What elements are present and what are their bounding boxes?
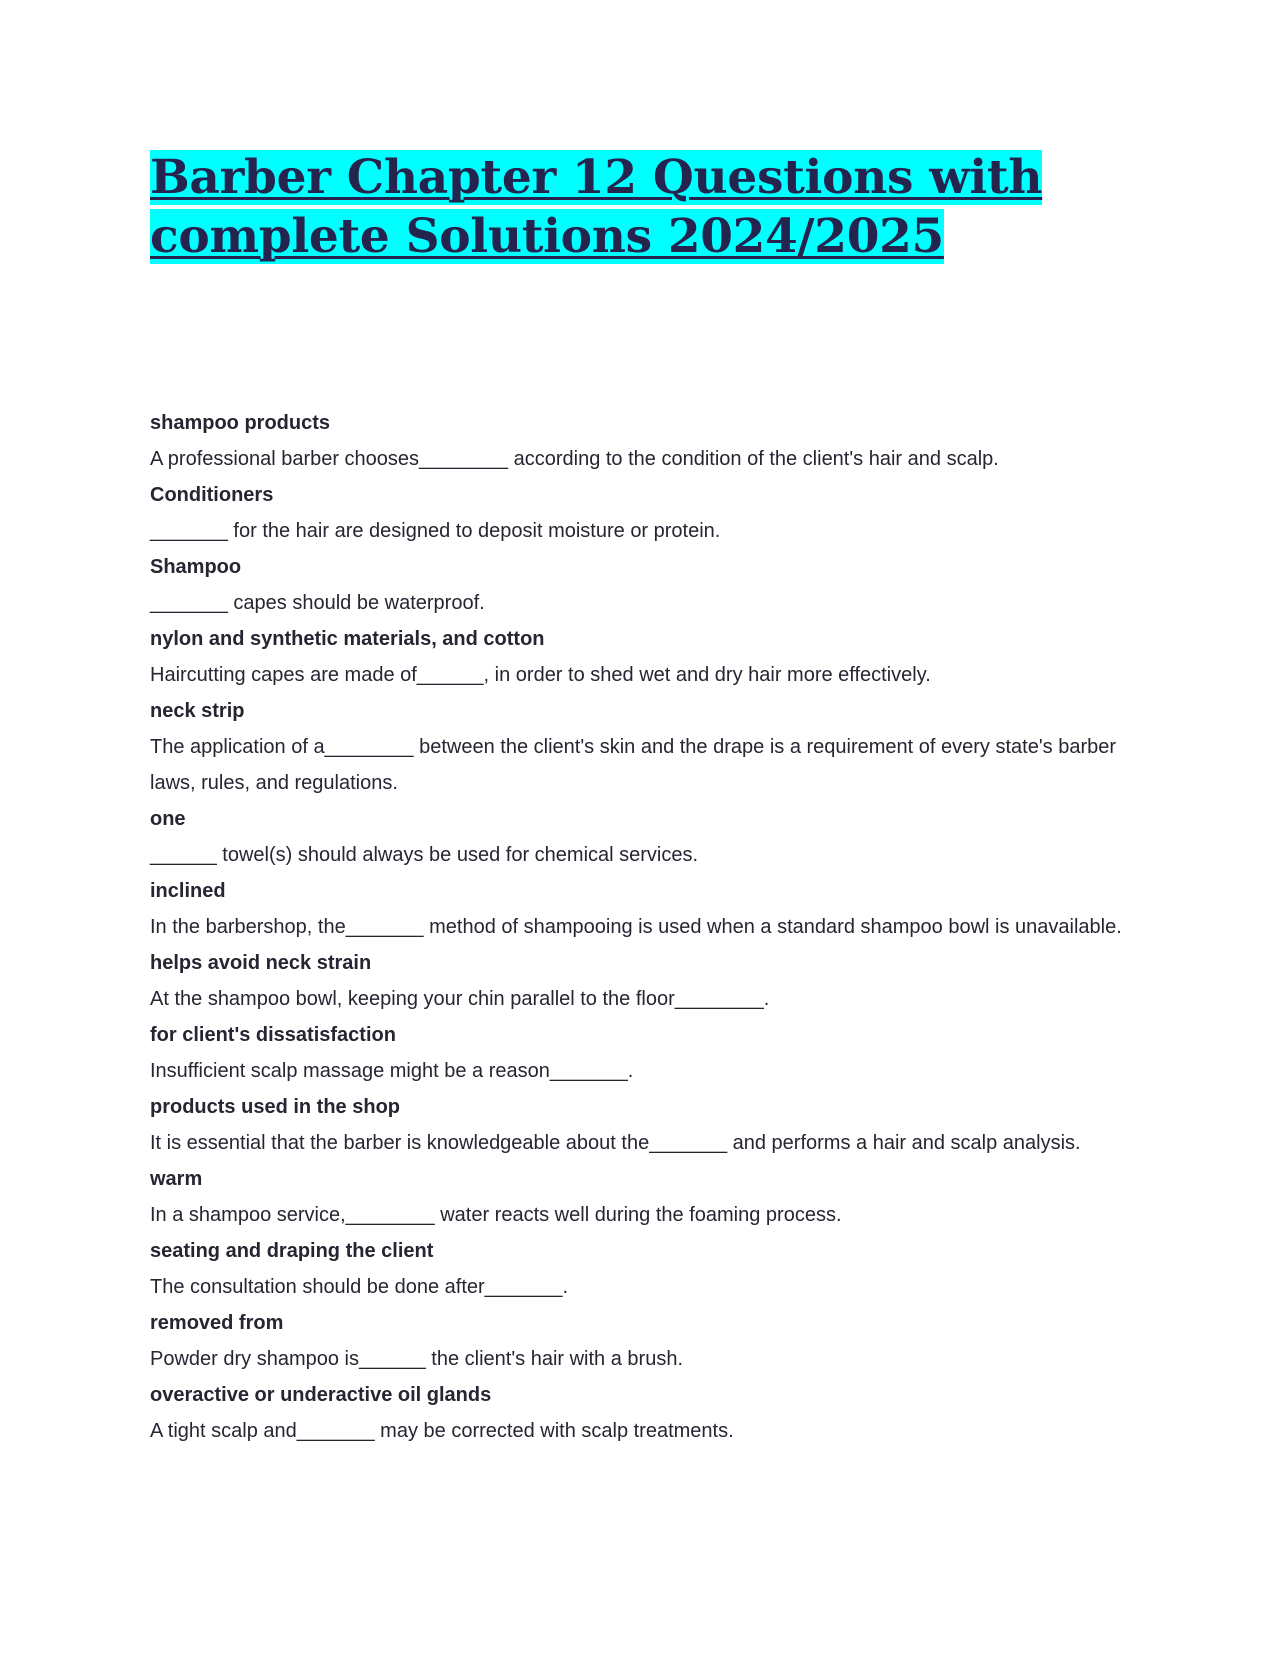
answer-term: Conditioners: [150, 484, 274, 506]
question-text: The consultation should be done after_______.: [150, 1276, 569, 1298]
qa-item: [150, 1017, 1150, 1089]
answer-term: one: [150, 808, 186, 830]
answer-term: products used in the shop: [150, 1096, 401, 1118]
qa-item: [150, 1305, 1150, 1377]
question-text: Haircutting capes are made of______, in order to shed wet and dry hair more effectively.: [150, 664, 931, 686]
answer-term: for client's dissatisfaction: [150, 1024, 396, 1046]
answer-term: nylon and synthetic materials, and cotton: [150, 628, 545, 650]
question-text: The application of a________ between the client's skin and the drape is a requirement of every state's barber laws, rules, and regulations.: [150, 736, 1117, 794]
question-text: _______ capes should be waterproof.: [150, 592, 485, 614]
answer-term: removed from: [150, 1312, 284, 1334]
answer-term: helps avoid neck strain: [150, 952, 372, 974]
qa-item: [150, 1161, 1150, 1233]
answer-term: inclined: [150, 880, 226, 902]
answer-term: overactive or underactive oil glands: [150, 1384, 492, 1406]
question-text: Powder dry shampoo is______ the client's hair with a brush.: [150, 1348, 683, 1370]
qa-item: [150, 549, 1150, 621]
qa-item: [150, 693, 1150, 801]
question-text: _______ for the hair are designed to deposit moisture or protein.: [150, 520, 721, 542]
qa-item: [150, 621, 1150, 693]
answer-term: seating and draping the client: [150, 1240, 434, 1262]
title-line-2: complete Solutions 2024/2025: [150, 209, 944, 264]
question-text: A professional barber chooses________ according to the condition of the client's hair and scalp.: [150, 448, 999, 470]
answer-term: neck strip: [150, 700, 245, 722]
qa-item: [150, 1377, 1150, 1449]
qa-item: [150, 477, 1150, 549]
question-text: Insufficient scalp massage might be a reason_______.: [150, 1060, 634, 1082]
answer-term: shampoo products: [150, 412, 331, 434]
document-title: [150, 148, 1150, 266]
qa-item: [150, 1233, 1150, 1305]
qa-item: [150, 1089, 1150, 1161]
title-line-1: Barber Chapter 12 Questions with: [150, 150, 1043, 205]
question-text: A tight scalp and_______ may be corrected with scalp treatments.: [150, 1420, 734, 1442]
qa-item: [150, 405, 1150, 477]
question-text: It is essential that the barber is knowledgeable about the_______ and performs a hair and scalp analysis.: [150, 1132, 1081, 1154]
qa-item: [150, 945, 1150, 1017]
question-text: At the shampoo bowl, keeping your chin parallel to the floor________.: [150, 988, 770, 1010]
question-text: ______ towel(s) should always be used for chemical services.: [150, 844, 699, 866]
question-text: In the barbershop, the_______ method of shampooing is used when a standard shampoo bowl is unavailable.: [150, 916, 1122, 938]
answer-term: warm: [150, 1168, 203, 1190]
qa-item: [150, 801, 1150, 873]
question-text: In a shampoo service,________ water reacts well during the foaming process.: [150, 1204, 842, 1226]
qa-list: [150, 405, 1150, 1449]
qa-item: [150, 873, 1150, 945]
answer-term: Shampoo: [150, 556, 242, 578]
